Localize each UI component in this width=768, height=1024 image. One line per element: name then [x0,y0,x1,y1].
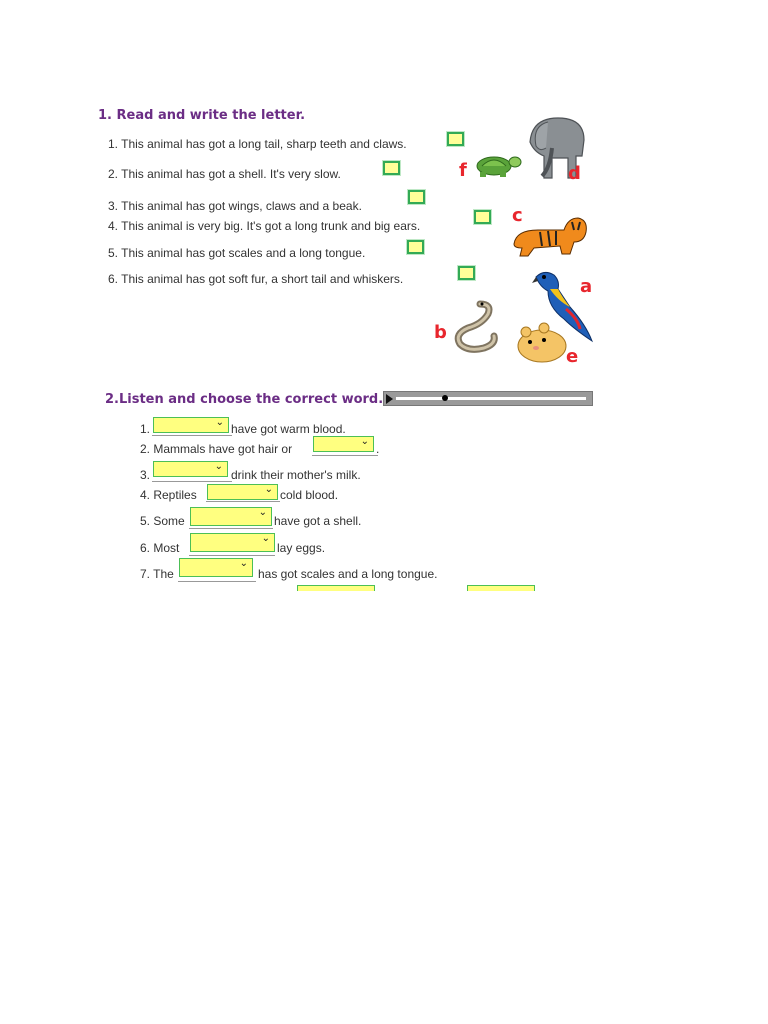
chevron-down-icon: ⌄ [258,507,267,518]
question-2-6-after: lay eggs. [277,541,326,555]
picture-letter-parrot: a [580,276,593,297]
question-1-3: 3. This animal has got wings, claws and a beak. [108,199,362,213]
dropdown-2-9[interactable] [467,585,535,591]
question-2-5-after: have got a shell. [274,514,362,528]
dropdown-2-3[interactable] [153,461,228,477]
blank-underline [178,581,256,582]
answer-box-1-4[interactable] [474,210,491,224]
dropdown-2-7[interactable] [179,558,253,577]
answer-box-1-5[interactable] [407,240,424,254]
chevron-down-icon: ⌄ [264,484,273,495]
question-2-5-before: 5. Some [140,514,185,528]
blank-underline [152,435,232,436]
question-2-6-before: 6. Most [140,541,180,555]
chevron-down-icon: ⌄ [360,436,369,447]
picture-letter-snake: b [434,322,447,343]
chevron-down-icon: ⌄ [214,461,223,472]
question-2-3-before: 3. [140,468,151,482]
clipped-next-row [0,585,768,591]
question-2-3-after: drink their mother's milk. [231,468,361,482]
dropdown-2-6[interactable] [190,533,275,552]
question-1-4: 4. This animal is very big. It's got a long trunk and big ears. [108,219,421,233]
blank-underline [312,455,378,456]
blank-underline [189,555,275,556]
question-2-1-after: have got warm blood. [231,422,346,436]
picture-letter-turtle: f [459,160,467,181]
snake-picture [450,298,498,354]
question-2-1-before: 1. [140,422,151,436]
answer-box-1-3[interactable] [408,190,425,204]
dropdown-2-4[interactable] [207,484,278,500]
question-2-4-before: 4. Reptiles [140,488,197,502]
picture-letter-tiger: c [512,205,523,226]
answer-box-1-1[interactable] [447,132,464,146]
blank-underline [206,501,280,502]
question-1-5: 5. This animal has got scales and a long tongue. [108,246,366,260]
question-2-7-after: has got scales and a long tongue. [258,567,438,581]
section2-title: 2.Listen and choose the correct word. [105,392,384,407]
question-2-4-after: cold blood. [280,488,339,502]
chevron-down-icon: ⌄ [215,417,224,428]
dropdown-2-5[interactable] [190,507,272,526]
picture-letter-hamster: e [566,346,579,367]
question-2-2-after: . [376,442,380,456]
hamster-picture [514,320,568,364]
question-2-7-before: 7. The [140,567,174,581]
question-2-2-before: 2. Mammals have got hair or [140,442,293,456]
dropdown-2-1[interactable] [153,417,229,433]
blank-underline [152,481,232,482]
turtle-picture [470,152,522,178]
section1-title: 1. Read and write the letter. [98,108,306,123]
chevron-down-icon: ⌄ [261,533,270,544]
blank-underline [189,528,273,529]
audio-player[interactable] [383,391,593,406]
play-icon[interactable] [386,394,393,404]
audio-progress-knob[interactable] [442,395,448,401]
question-1-1: 1. This animal has got a long tail, sharp teeth and claws. [108,137,407,151]
question-1-6: 6. This animal has got soft fur, a short tail and whiskers. [108,272,404,286]
dropdown-2-8[interactable] [297,585,375,591]
answer-box-1-2[interactable] [383,161,400,175]
dropdown-2-2[interactable] [313,436,374,452]
audio-progress-track[interactable] [396,397,586,400]
chevron-down-icon: ⌄ [239,558,248,569]
answer-box-1-6[interactable] [458,266,475,280]
picture-letter-elephant: d [568,163,581,184]
question-1-2: 2. This animal has got a shell. It's very slow. [108,167,341,181]
